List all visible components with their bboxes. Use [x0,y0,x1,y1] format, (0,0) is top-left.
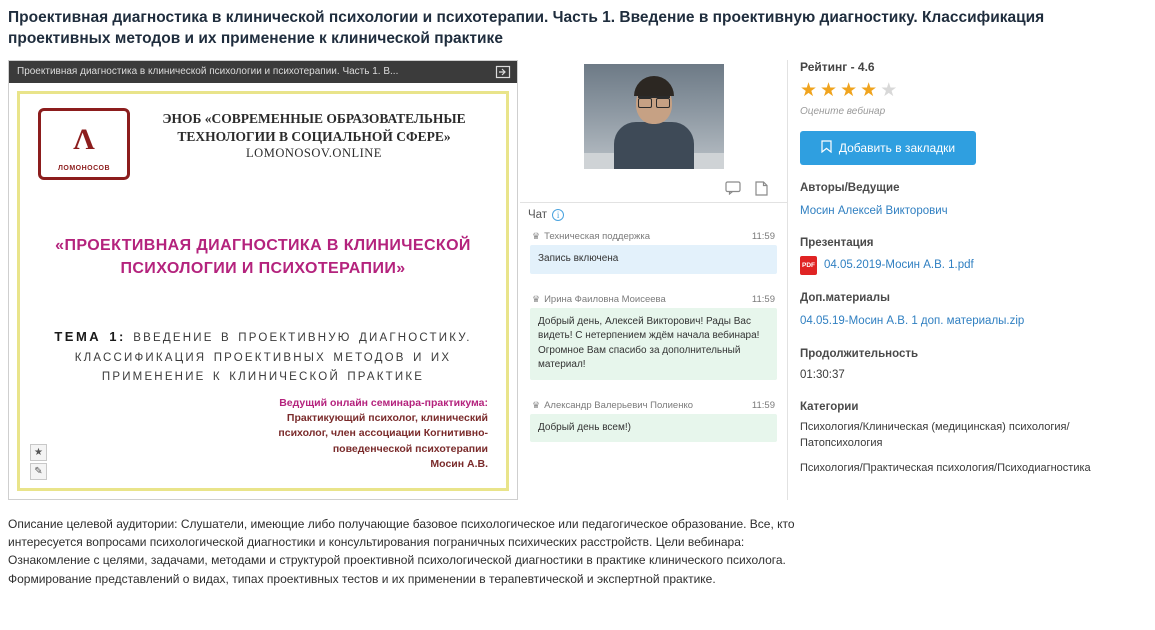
star-icon[interactable]: ★ [30,444,47,461]
message-author: Ирина Фаиловна Моисеева [544,293,666,305]
message-text: Добрый день, Алексей Викторович! Рады Вас видеть! С нетерпением ждём начала вебинара! Огромное Вам спасибо за дополнительный материал! [530,308,777,380]
description-text: Описание целевой аудитории: Слушатели, имеющие либо получающие базовое психологическое или педагогическое образование. Все, кто интересуется вопросами психологической диагностики и консультирования пограничных психических расстройств. Цели вебинара: Ознакомление с целями, задачами, методами и структурой проективной психологической диагностики в практике клинического психолога. Формирование представлений о видах, типах проективных тестов и их применении в терапевтической и экспертной практике. [8,517,795,586]
chat-message [520,394,787,443]
slide-player-panel [8,60,518,500]
slide-topic [46,326,480,388]
player-title-text: Проективная диагностика в клинической психологии и психотерапии. Часть 1. В... [17,66,399,77]
materials-section [800,292,1148,330]
chat-tabs [520,175,787,203]
info-icon[interactable]: i [552,209,564,221]
slide-topic-text: ВВЕДЕНИЕ В ПРОЕКТИВНУЮ ДИАГНОСТИКУ. КЛАССИФИКАЦИЯ ПРОЕКТИВНЫХ МЕТОДОВ И ИХ ПРИМЕНЕНИЕ К КЛИНИЧЕСКОЙ ПРАКТИКЕ [74,332,472,384]
logo-letter: Λ [73,123,95,156]
message-time: 11:59 [751,293,775,305]
message-text: Запись включена [530,245,777,274]
slide-organization [138,110,490,161]
presenter-line-3: поведенческой психотерапии [332,442,488,455]
duration-title: Продолжительность [800,347,919,360]
chat-message [520,225,787,274]
star-icon[interactable]: ★ [800,80,821,101]
crown-icon: ♛ [532,399,541,410]
presenter-name: Мосин А.В. [430,457,488,470]
star-icon[interactable]: ★ [840,80,861,101]
authors-section [800,182,1148,220]
player-title-bar [9,61,517,83]
message-author: Александр Валерьевич Полиенко [544,399,693,411]
logo-name: ЛОМОНОСОВ [57,165,110,172]
authors-title: Авторы/Ведущие [800,182,900,194]
message-author: Техническая поддержка [544,231,651,242]
presentation-title: Презентация [800,237,874,250]
info-column [800,60,1148,486]
materials-title: Доп.материалы [800,292,890,305]
bookmark-icon [821,140,832,156]
category-item: Психология/Практическая психология/Психодиагностика [800,461,1091,474]
pen-icon[interactable]: ✎ [30,463,47,480]
add-to-bookmarks-label: Добавить в закладки [838,141,956,155]
org-line-1: ЭНОБ «СОВРЕМЕННЫЕ ОБРАЗОВАТЕЛЬНЫЕ [162,111,466,126]
message-time: 11:59 [751,399,775,411]
pdf-icon: PDF [800,256,817,275]
star-icon[interactable]: ★ [880,80,901,101]
crown-icon: ♛ [532,231,541,241]
presentation-section [800,237,1148,275]
rate-hint: Оцените вебинар [800,106,886,117]
slide-body [9,83,517,499]
presenter-video[interactable] [584,64,724,169]
file-icon[interactable] [755,181,771,196]
chat-title: Чат [528,209,548,221]
add-to-bookmarks-button[interactable] [800,131,976,165]
crown-icon: ♛ [532,293,541,304]
categories-title: Категории [800,400,859,413]
rating-stars[interactable] [800,81,1148,100]
slide-presenter [228,396,488,472]
author-link[interactable]: Мосин Алексей Викторович [800,205,948,217]
chat-icon[interactable] [725,181,741,196]
presenter-header: Ведущий онлайн семинара-практикума: [279,396,488,409]
category-item: Психология/Клиническая (медицинская) психология/Патопсихология [800,420,1070,449]
slide-canvas [17,91,509,491]
duration-value: 01:30:37 [800,368,845,381]
duration-section [800,348,1148,384]
presenter-line-2: психолог, член ассоциации Когнитивно- [278,427,488,440]
slide-tools [30,444,48,482]
page-title: Проективная диагностика в клинической психологии и психотерапии. Часть 1. Введение в проективную диагностику. Классификация проективных методов и их применение к клинической практике [8,9,1045,47]
chat-column [520,60,788,500]
slide-topic-label: ТЕМА 1: [54,329,126,344]
lomonosov-logo [38,108,130,180]
categories-section [800,401,1148,477]
collapse-icon[interactable] [495,64,511,80]
materials-file-link[interactable]: 04.05.19-Мосин А.В. 1 доп. материалы.zip [800,315,1025,328]
star-icon[interactable]: ★ [860,80,881,101]
presentation-file-link[interactable]: 04.05.2019-Мосин А.В. 1.pdf [824,259,974,272]
message-text: Добрый день всем!) [530,414,777,443]
org-line-2: ТЕХНОЛОГИИ В СОЦИАЛЬНОЙ СФЕРЕ» [177,128,451,144]
presenter-line-1: Практикующий психолог, клинический [286,412,488,425]
slide-main-title: «ПРОЕКТИВНАЯ ДИАГНОСТИКА В КЛИНИЧЕСКОЙ ПСИХОЛОГИИ И ПСИХОТЕРАПИИ» [55,237,471,278]
chat-header [520,203,787,225]
rating-label: Рейтинг - 4.6 [800,60,875,74]
message-time: 11:59 [751,231,775,242]
chat-message [520,288,787,380]
org-site: LOMONOSOV.ONLINE [246,146,382,161]
star-icon[interactable]: ★ [820,80,841,101]
